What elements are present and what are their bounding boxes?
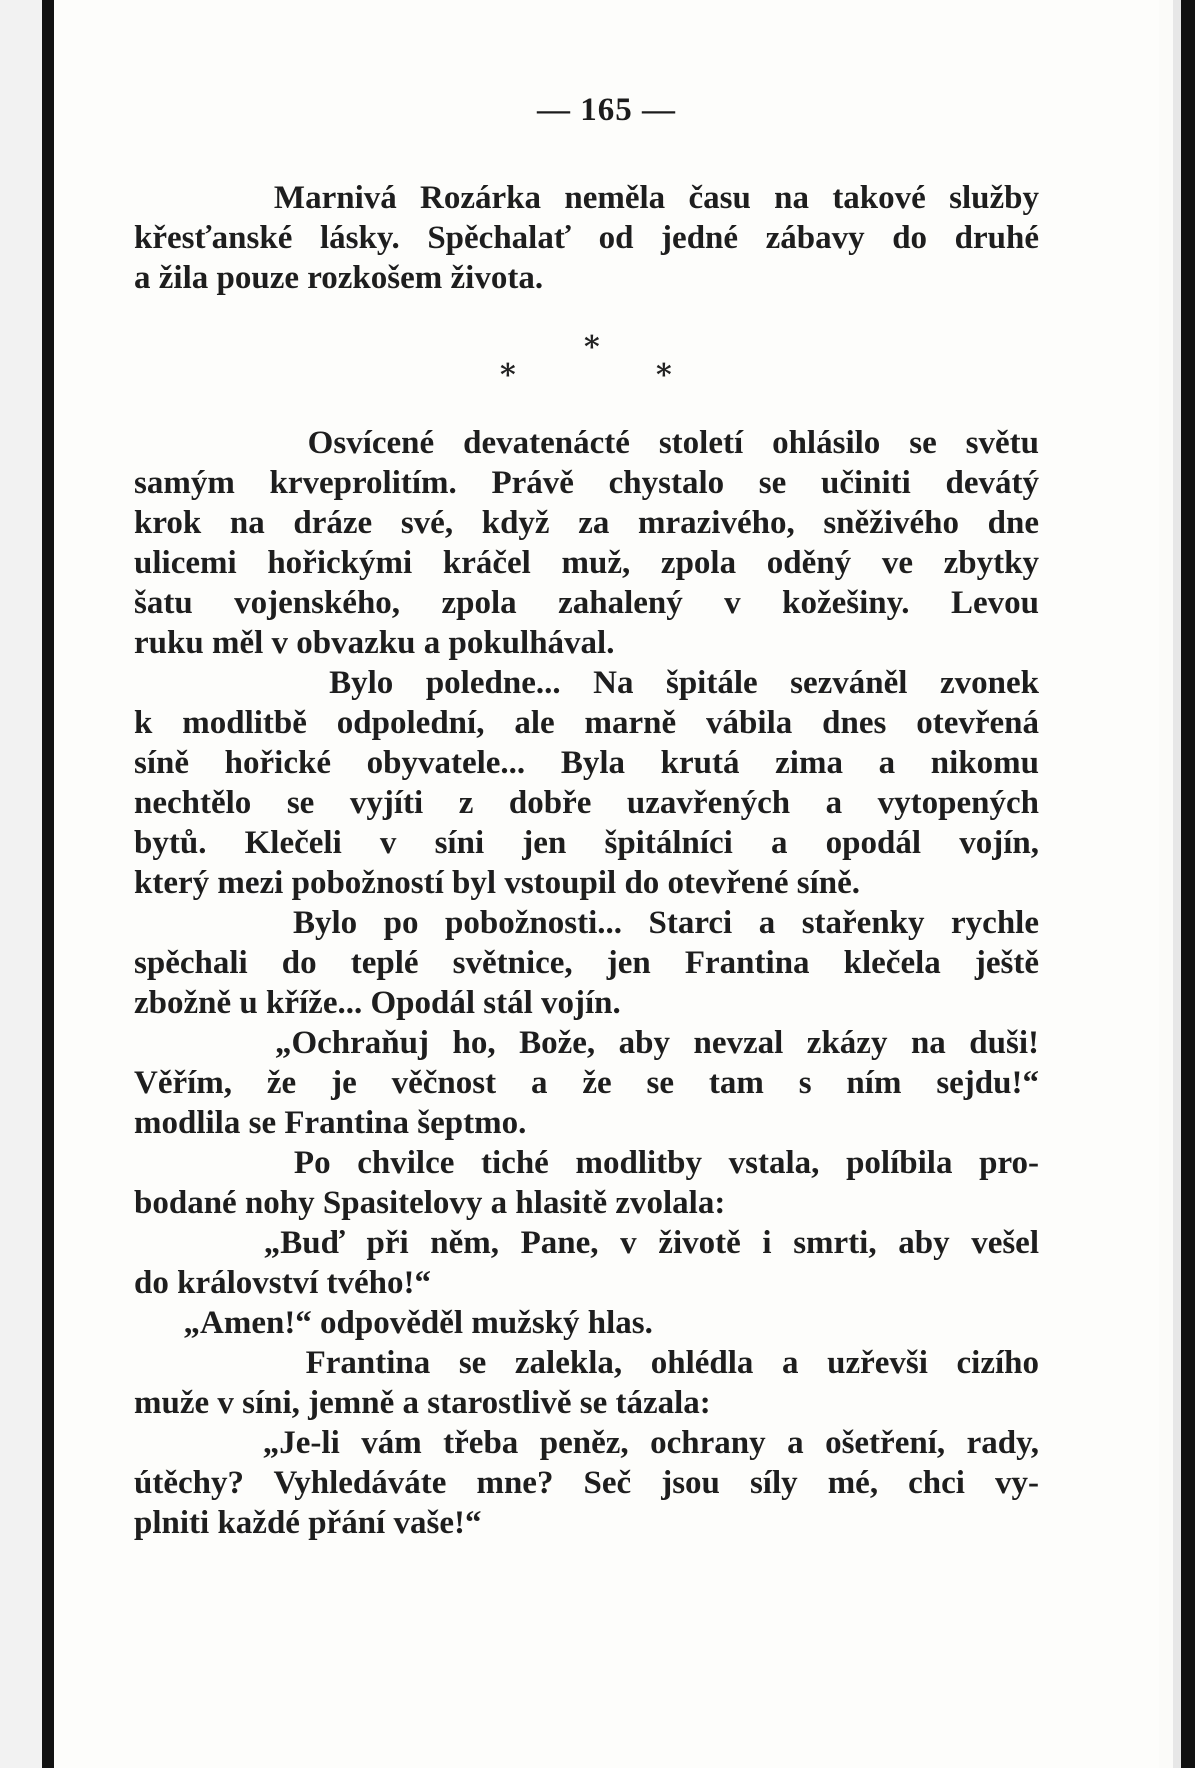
asterisk-right: * — [656, 358, 672, 393]
text-line: Věřím, že je věčnost a že se tam s ním sejdu!“ — [134, 1065, 1039, 1101]
text-line: „Amen!“ odpověděl mužský hlas. — [134, 1305, 653, 1341]
text-line: bodané nohy Spasitelovy a hlasitě zvolala: — [134, 1185, 726, 1221]
paragraph-block-rozarka — [134, 178, 1039, 298]
scan-left-border — [42, 0, 54, 1768]
asterisk-left: * — [500, 358, 516, 393]
page-number: — 165 — — [537, 92, 676, 128]
text-line: síně hořické obyvatele... Byla krutá zima a nikomu — [134, 745, 1039, 781]
text-line: „Je-li vám třeba peněz, ochrany a ošetření, rady, — [134, 1425, 1039, 1461]
text-line: zbožně u kříže... Opodál stál vojín. — [134, 985, 621, 1021]
text-line: Osvícené devatenácté století ohlásilo se světu — [134, 425, 1039, 461]
text-line: bytů. Klečeli v síni jen špitálníci a opodál vojín, — [134, 825, 1039, 861]
text-line: spěchali do teplé světnice, jen Frantina klečela ještě — [134, 945, 1039, 981]
text-line: modlila se Frantina šeptmo. — [134, 1105, 527, 1141]
paragraph-block-frantina — [134, 423, 1039, 1543]
text-line: a žila pouze rozkošem života. — [134, 260, 544, 296]
text-line: který mezi pobožností byl vstoupil do otevřené síně. — [134, 865, 860, 901]
text-line: krok na dráze své, když za mrazivého, sněživého dne — [134, 505, 1039, 541]
text-line: „Buď při něm, Pane, v životě i smrti, aby vešel — [134, 1225, 1039, 1261]
text-line: útěchy? Vyhledáváte mne? Seč jsou síly mé, chci vy- — [134, 1465, 1039, 1501]
asterisk-top: * — [584, 330, 600, 365]
text-line: Frantina se zalekla, ohlédla a uzřevši cizího — [134, 1345, 1039, 1381]
text-line: Po chvilce tiché modlitby vstala, políbila pro- — [134, 1145, 1039, 1181]
scan-right-border — [1181, 0, 1195, 1768]
text-line: k modlitbě odpolední, ale marně vábila dnes otevřená — [134, 705, 1039, 741]
text-line: do království tvého!“ — [134, 1265, 431, 1301]
scan-right-margin — [1173, 0, 1181, 1768]
book-page — [54, 0, 1159, 1768]
text-line: Bylo poledne... Na špitále sezváněl zvonek — [134, 665, 1039, 701]
text-line: křesťanské lásky. Spěchalať od jedné zábavy do druhé — [134, 220, 1039, 256]
text-line: samým krveprolitím. Právě chystalo se učiniti devátý — [134, 465, 1039, 501]
text-line: „Ochraňuj ho, Bože, aby nevzal zkázy na duši! — [134, 1025, 1039, 1061]
text-line: nechtělo se vyjíti z dobře uzavřených a vytopených — [134, 785, 1039, 821]
section-divider-asterisks — [54, 330, 1159, 393]
text-line: Bylo po pobožnosti... Starci a stařenky rychle — [134, 905, 1039, 941]
scan-left-margin — [0, 0, 42, 1768]
text-line: plniti každé přání vaše!“ — [134, 1505, 482, 1541]
text-line: muže v síni, jemně a starostlivě se tázala: — [134, 1385, 711, 1421]
text-line: Marnivá Rozárka neměla času na takové služby — [134, 180, 1039, 216]
text-line: ulicemi hořickými kráčel muž, zpola oděný ve zbytky — [134, 545, 1039, 581]
text-line: ruku měl v obvazku a pokulhával. — [134, 625, 615, 661]
text-line: šatu vojenského, zpola zahalený v kožešiny. Levou — [134, 585, 1039, 621]
